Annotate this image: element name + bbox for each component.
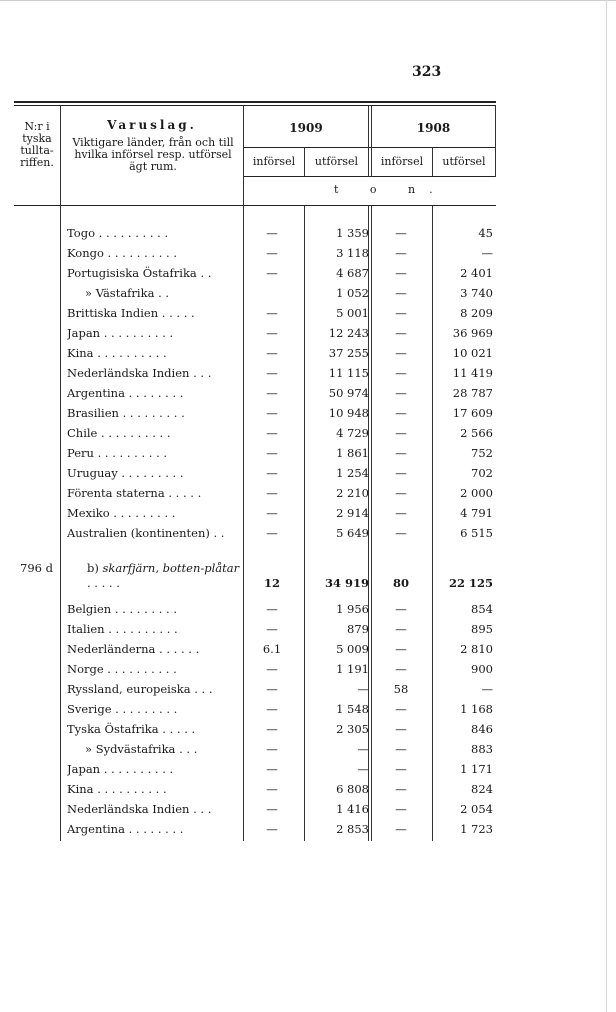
export-1908: 900 (471, 662, 493, 676)
table-row (14, 599, 496, 619)
export-1908: 824 (471, 782, 493, 796)
table-row (14, 263, 496, 283)
country-name: Japan . . . . . . . . . . (67, 326, 174, 340)
export-1909: 37 255 (328, 346, 369, 360)
import-1908: — (395, 762, 407, 776)
export-1908: 883 (471, 742, 493, 756)
country-name: » Sydvästafrika . . . (85, 742, 198, 756)
country-name: Kina . . . . . . . . . . (67, 346, 167, 360)
import-1909: — (266, 306, 278, 320)
import-1908: — (395, 662, 407, 676)
country-name: Nederländska Indien . . . (67, 366, 212, 380)
import-1908: — (395, 406, 407, 420)
export-1909: 4 729 (336, 426, 369, 440)
table-row (14, 223, 496, 243)
country-name: Mexiko . . . . . . . . . (67, 506, 176, 520)
export-1909: — (357, 682, 369, 696)
country-name: Kongo . . . . . . . . . . (67, 246, 178, 260)
import-1908: — (395, 226, 407, 240)
table-row (14, 503, 496, 523)
export-1909: 1 191 (336, 662, 369, 676)
table-row (14, 343, 496, 363)
country-name: Argentina . . . . . . . . (67, 386, 184, 400)
export-1908: 702 (471, 466, 493, 480)
export-1909: 1 548 (336, 702, 369, 716)
export-1909: 3 118 (336, 246, 369, 260)
table-row (14, 779, 496, 799)
export-header-1908: utförsel (442, 155, 486, 168)
export-header-1909: utförsel (314, 155, 359, 168)
import-1908: — (395, 602, 407, 616)
table-row (14, 699, 496, 719)
table-row (14, 443, 496, 463)
country-name: Sverige . . . . . . . . . (67, 702, 178, 716)
export-1909: 1 052 (336, 286, 369, 300)
year-1909: 1909 (289, 121, 323, 135)
import-1909: 6.1 (262, 642, 282, 656)
country-name: Tyska Östafrika . . . . . (67, 722, 196, 736)
country-name: Peru . . . . . . . . . . (67, 446, 168, 460)
table-row (14, 423, 496, 443)
export-1908: 1 168 (460, 702, 493, 716)
country-name: Nederländska Indien . . . (67, 802, 212, 816)
unit-label: t o n. (334, 183, 447, 196)
import-1908: — (395, 822, 407, 836)
import-1908: — (395, 306, 407, 320)
import-1908: 58 (393, 682, 409, 696)
country-name: Portugisiska Östafrika . . (67, 266, 212, 280)
import-1908: — (395, 286, 407, 300)
table-row (14, 679, 496, 699)
import-1909: — (266, 742, 278, 756)
table-top-rule (14, 101, 496, 103)
page-number: 323 (412, 64, 442, 80)
import-1908: — (395, 386, 407, 400)
year-rule (243, 147, 496, 148)
section-label-dots: . . . . . (87, 576, 120, 590)
export-1909: 5 649 (336, 526, 369, 540)
country-name: Chile . . . . . . . . . . (67, 426, 171, 440)
export-1908: — (481, 682, 493, 696)
import-1909: — (266, 246, 278, 260)
import-1909: — (266, 782, 278, 796)
import-1909: — (266, 466, 278, 480)
import-1908: — (395, 526, 407, 540)
page-right-edge (606, 0, 607, 1012)
import-1908: — (395, 702, 407, 716)
table-right-rule (495, 106, 496, 177)
country-name: Italien . . . . . . . . . . (67, 622, 178, 636)
section-label (67, 561, 245, 591)
import-1908: — (395, 266, 407, 280)
header-bottom-rule (14, 205, 496, 206)
export-1909: 2 305 (336, 722, 369, 736)
export-1909: 10 948 (328, 406, 369, 420)
country-name: Norge . . . . . . . . . . (67, 662, 177, 676)
import-header-1909: införsel (252, 155, 296, 168)
export-1908: 2 054 (460, 802, 493, 816)
import-1909: — (266, 366, 278, 380)
import-1909: — (266, 506, 278, 520)
export-1909: 2 914 (336, 506, 369, 520)
import-1908: — (395, 802, 407, 816)
import-header-1908: införsel (380, 155, 424, 168)
table-row (14, 799, 496, 819)
import-1908: — (395, 446, 407, 460)
table-row (14, 383, 496, 403)
import-1909: — (266, 762, 278, 776)
subheader-rule (243, 176, 496, 177)
country-name: Japan . . . . . . . . . . (67, 762, 174, 776)
section-row (14, 559, 496, 595)
import-1908: — (395, 742, 407, 756)
import-1909: — (266, 702, 278, 716)
section-label-prefix: b) (87, 561, 103, 575)
table-row (14, 819, 496, 839)
country-name: Uruguay . . . . . . . . . (67, 466, 184, 480)
import-1909: — (266, 406, 278, 420)
export-1908: 1 171 (460, 762, 493, 776)
import-1909: — (266, 622, 278, 636)
export-1908: 6 515 (460, 526, 493, 540)
export-1908: 10 021 (452, 346, 493, 360)
export-1909: 11 115 (328, 366, 369, 380)
section-export-1909: 34 919 (324, 576, 369, 590)
table-row (14, 759, 496, 779)
export-1908: 854 (471, 602, 493, 616)
export-1908: 3 740 (460, 286, 493, 300)
export-1909: 1 956 (336, 602, 369, 616)
export-1908: 2 566 (460, 426, 493, 440)
table-row (14, 463, 496, 483)
export-1909: 50 974 (328, 386, 369, 400)
country-name: Belgien . . . . . . . . . (67, 602, 177, 616)
country-name: Brasilien . . . . . . . . . (67, 406, 185, 420)
export-1909: 6 808 (336, 782, 369, 796)
export-1909: — (357, 762, 369, 776)
export-1908: 2 401 (460, 266, 493, 280)
import-1909: — (266, 662, 278, 676)
table-row (14, 659, 496, 679)
import-1908: — (395, 722, 407, 736)
import-1909: — (266, 486, 278, 500)
country-name: Förenta staterna . . . . . (67, 486, 202, 500)
export-1909: 1 359 (336, 226, 369, 240)
country-name: Australien (kontinenten) . . (67, 526, 225, 540)
import-1908: — (395, 622, 407, 636)
tariff-column-header: N:r i tyska tullta-riffen. (20, 120, 54, 169)
country-name: » Västafrika . . (85, 286, 170, 300)
import-1909: — (266, 386, 278, 400)
import-1909: — (266, 722, 278, 736)
page-top-edge (0, 0, 616, 1)
export-1909: 1 254 (336, 466, 369, 480)
table-row (14, 323, 496, 343)
import-1909: — (266, 346, 278, 360)
import-1908: — (395, 486, 407, 500)
import-1908: — (395, 506, 407, 520)
table-row (14, 739, 496, 759)
section-export-1908: 22 125 (448, 576, 493, 590)
table-row (14, 719, 496, 739)
country-name: Brittiska Indien . . . . . (67, 306, 195, 320)
import-1909: — (266, 682, 278, 696)
table-row (14, 283, 496, 303)
export-1908: 36 969 (452, 326, 493, 340)
export-1908: 28 787 (452, 386, 493, 400)
import-1908: — (395, 246, 407, 260)
table-row (14, 303, 496, 323)
import-1909: — (266, 266, 278, 280)
export-1908: 2 000 (460, 486, 493, 500)
export-1908: 895 (471, 622, 493, 636)
import-1909: — (266, 526, 278, 540)
import-1909: — (266, 446, 278, 460)
import-1909: — (266, 326, 278, 340)
col-rule-years-a (368, 106, 369, 177)
goods-column-subtitle: Viktigare länder, från och till hvilka införsel resp. utförsel ägt rum. (72, 136, 234, 173)
import-1909: — (266, 226, 278, 240)
section-label-italic: skarfjärn, botten-plåtar (102, 561, 240, 575)
export-1908: 4 791 (460, 506, 493, 520)
import-1909: — (266, 426, 278, 440)
export-1908: — (481, 246, 493, 260)
table-top-rule-thin (14, 105, 496, 106)
import-1908: — (395, 466, 407, 480)
export-1909: 5 001 (336, 306, 369, 320)
import-1909: — (266, 822, 278, 836)
export-1909: 5 009 (336, 642, 369, 656)
import-1908: — (395, 782, 407, 796)
tariff-number: 796 d (20, 561, 53, 575)
export-1909: 1 861 (336, 446, 369, 460)
export-1909: 12 243 (328, 326, 369, 340)
table-row (14, 243, 496, 263)
import-1909: — (266, 802, 278, 816)
export-1909: 2 210 (336, 486, 369, 500)
trade-table (14, 101, 496, 841)
export-1909: 1 416 (336, 802, 369, 816)
import-1909: — (266, 602, 278, 616)
export-1908: 846 (471, 722, 493, 736)
table-row (14, 363, 496, 383)
import-1908: — (395, 366, 407, 380)
country-name: Kina . . . . . . . . . . (67, 782, 167, 796)
export-1908: 2 810 (460, 642, 493, 656)
country-name: Nederländerna . . . . . . (67, 642, 200, 656)
import-1908: — (395, 642, 407, 656)
export-1908: 8 209 (460, 306, 493, 320)
country-name: Ryssland, europeiska . . . (67, 682, 213, 696)
import-1908: — (395, 426, 407, 440)
export-1909: 2 853 (336, 822, 369, 836)
import-1908: — (395, 346, 407, 360)
table-row (14, 483, 496, 503)
section-import-1908: 80 (392, 576, 409, 590)
import-1908: — (395, 326, 407, 340)
export-1908: 752 (471, 446, 493, 460)
export-1909: 879 (347, 622, 369, 636)
country-name: Argentina . . . . . . . . (67, 822, 184, 836)
export-1908: 17 609 (452, 406, 493, 420)
section-import-1909: 12 (263, 576, 280, 590)
export-1908: 11 419 (452, 366, 493, 380)
export-1909: 4 687 (336, 266, 369, 280)
country-name: Togo . . . . . . . . . . (67, 226, 169, 240)
goods-column-title: Varuslag. (107, 118, 197, 132)
export-1908: 1 723 (460, 822, 493, 836)
table-row (14, 523, 496, 543)
export-1908: 45 (478, 226, 493, 240)
export-1909: — (357, 742, 369, 756)
table-row (14, 639, 496, 659)
table-row (14, 403, 496, 423)
year-1908: 1908 (416, 121, 451, 135)
table-row (14, 619, 496, 639)
